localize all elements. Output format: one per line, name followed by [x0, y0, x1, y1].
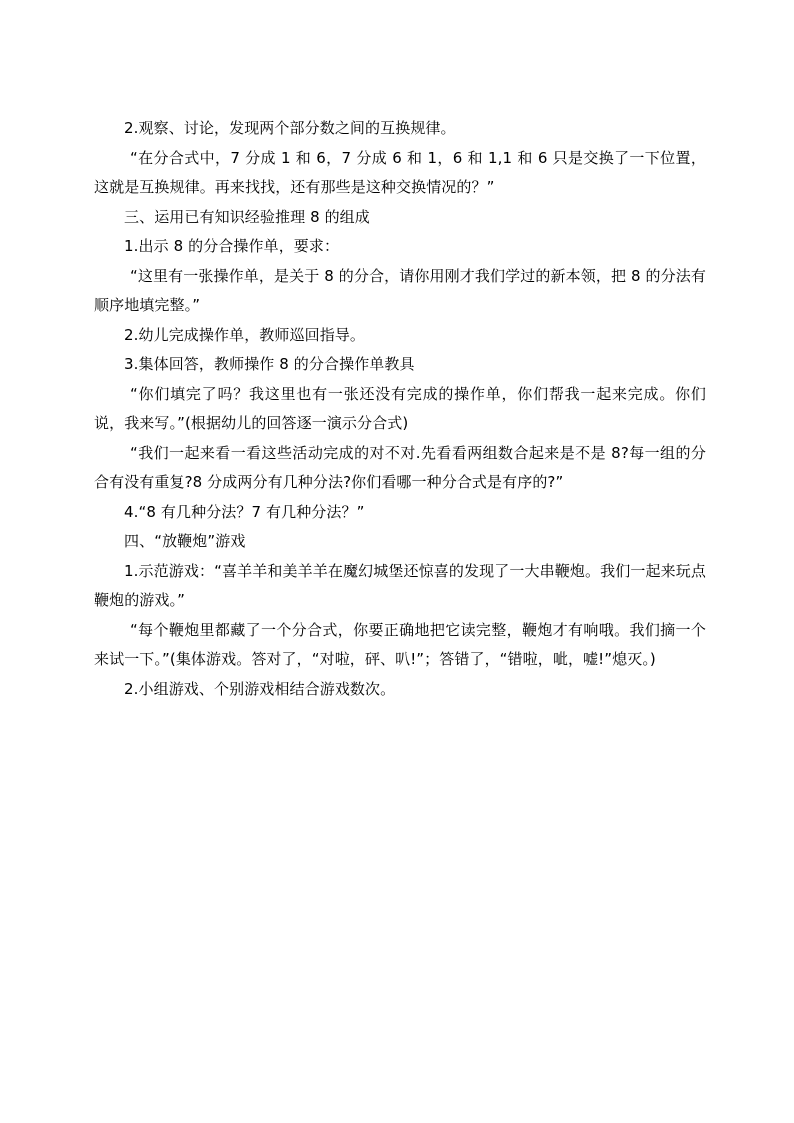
paragraph-check-quote: “我们一起来看一看这些活动完成的对不对.先看看两组数合起来是不是 8?每一组的分合有没有重复?8 分成两分有几种分法?你们看哪一种分合式是有序的?” [94, 443, 706, 491]
paragraph-step-4-question: 4.“8 有几种分法？7 有几种分法？” [124, 502, 365, 521]
section-heading-3: 三、运用已有知识经验推理 8 的组成 [124, 207, 370, 226]
paragraph-sheet-quote: “这里有一张操作单，是关于 8 的分合，请你用刚才我们学过的新本领，把 8 的分法有顺序地填完整。” [94, 266, 706, 314]
paragraph-step-1-demo-game: 1.示范游戏：“喜羊羊和美羊羊在魔幻城堡还惊喜的发现了一大串鞭炮。我们一起来玩点鞭炮的游戏。” [94, 561, 706, 609]
paragraph-step-2-group-game: 2.小组游戏、个别游戏相结合游戏数次。 [124, 679, 396, 698]
paragraph-step-3-group-answer: 3.集体回答，教师操作 8 的分合操作单教具 [124, 355, 415, 373]
paragraph-exchange-rule-quote: “在分合式中，7 分成 1 和 6，7 分成 6 和 1，6 和 1,1 和 6 只是交换了一下位置，这就是互换规律。再来找找，还有那些是这种交换情况的？” [94, 148, 706, 196]
paragraph-step-2-complete: 2.幼儿完成操作单，教师巡回指导。 [124, 325, 366, 344]
section-heading-4: 四、“放鞭炮”游戏 [124, 532, 246, 550]
paragraph-step-2-observe: 2.观察、讨论，发现两个部分数之间的互换规律。 [124, 119, 456, 137]
paragraph-filled-quote: “你们填完了吗？我这里也有一张还没有完成的操作单，你们帮我一起来完成。你们说，我来写。”(根据幼儿的回答逐一演示分合式) [94, 384, 706, 432]
paragraph-step-1-show-sheet: 1.出示 8 的分合操作单，要求： [124, 237, 340, 255]
paragraph-firecracker-quote: “每个鞭炮里都藏了一个分合式，你要正确地把它读完整，鞭炮才有响哦。我们摘一个来试一下。”(集体游戏。答对了，“对啦，砰、叭!”；答错了，“错啦，呲，嘘!”熄灭。) [94, 620, 706, 668]
document-body [94, 114, 706, 704]
